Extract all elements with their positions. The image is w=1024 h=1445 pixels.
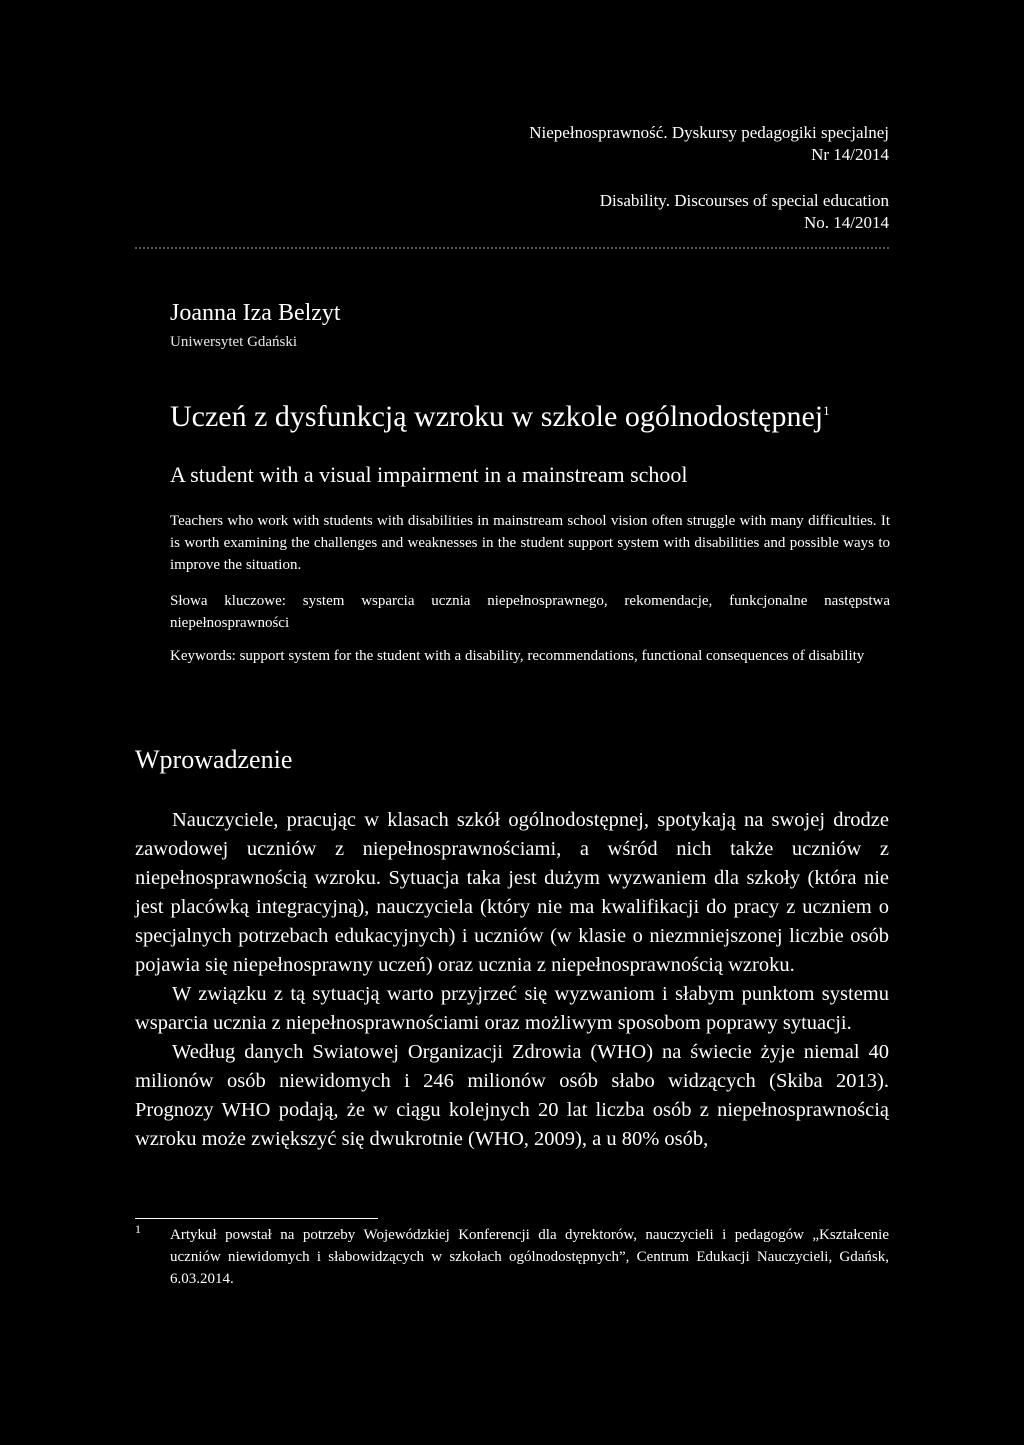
header-divider (135, 247, 889, 249)
article-title-pl (170, 400, 830, 434)
journal-title-en: Disability. Discourses of special education (599, 191, 889, 210)
body-text (135, 806, 889, 1154)
journal-issue-pl: Nr 14/2014 (811, 145, 889, 164)
paragraph: W związku z tą sytuacją warto przyjrzeć się wyzwaniom i słabym punktom systemu wsparcia ucznia z niepełnosprawnościami oraz możliwym sposobom poprawy sytuacji. (135, 983, 889, 1034)
paragraph: Nauczyciele, pracując w klasach szkół ogólnodostępnej, spotykają na swojej drodze zawodowej uczniów z niepełnosprawnościami, a wśród nich także uczniów z niepełnosprawnością wzroku. Sytuacja taka jest dużym wyzwaniem dla szkoły (która nie jest placówką integracyjną), nauczyciela (który nie ma kwalifikacji do pracy z uczniem o specjalnych potrzebach edukacyjnych) i uczniów (w klasie o niezmniejszonej liczbie osób pojawia się niepełnosprawny uczeń) oraz ucznia z niepełnosprawnością wzroku. (135, 809, 889, 976)
footnote-mark: 1 (135, 1222, 141, 1236)
paragraph: Według danych Swiatowej Organizacji Zdrowia (WHO) na świecie żyje niemal 40 milionów osób niewidomych i 246 milionów osób słabo widzących (Skiba 2013). Prognozy WHO podają, że w ciągu kolejnych 20 lat liczba osób z niepełnosprawnością wzroku może zwiększyć się dwukrotnie (WHO, 2009), a u 80% osób, (135, 1041, 889, 1150)
journal-issue-en: No. 14/2014 (804, 213, 889, 232)
journal-header-en (600, 190, 889, 234)
abstract: Teachers who work with students with disabilities in mainstream school vision often struggle with many difficulties. It is worth examining the challenges and weaknesses in the student support system with disabilities and possible ways to improve the situation. (170, 513, 890, 573)
article-title-en: A student with a visual impairment in a mainstream school (170, 462, 688, 487)
article-title-pl-text: Uczeń z dysfunkcją wzroku w szkole ogólnodostępnej (170, 400, 824, 433)
journal-header-pl (529, 122, 889, 166)
footnote-text: Artykuł powstał na potrzeby Wojewódzkiej Konferencji dla dyrektorów, nauczycieli i pedagogów „Kształcenie uczniów niewidomych i słabowidzących w szkołach ogólnodostępnych”, Centrum Edukacji Nauczycieli, Gdańsk, 6.03.2014. (170, 1227, 889, 1287)
journal-title-pl: Niepełnosprawność. Dyskursy pedagogiki specjalnej (529, 123, 889, 142)
section-heading: Wprowadzenie (135, 745, 293, 774)
footnote-reference: 1 (823, 403, 830, 418)
footnote-divider (135, 1218, 378, 1219)
keywords-en: Keywords: support system for the student with a disability, recommendations, functional consequences of disability (170, 648, 865, 664)
author-affiliation: Uniwersytet Gdański (170, 334, 298, 350)
author-name: Joanna Iza Belzyt (170, 300, 341, 326)
keywords-pl: Słowa kluczowe: system wsparcia ucznia niepełnosprawnego, rekomendacje, funkcjonalne następstwa niepełnosprawności (170, 593, 890, 631)
